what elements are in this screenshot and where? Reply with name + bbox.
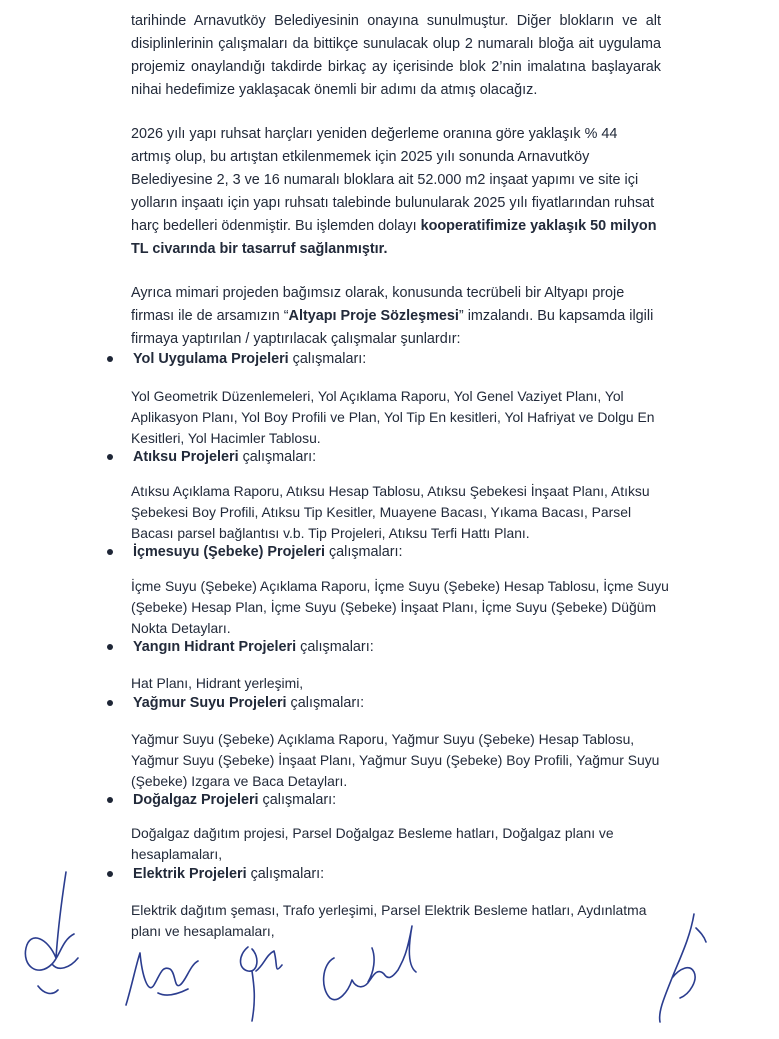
item-title: Yol Uygulama Projeleri — [133, 351, 289, 367]
signature-1 — [18, 868, 93, 1008]
bullet-icon — [107, 356, 113, 362]
list-item-body: Yol Geometrik Düzenlemeleri, Yol Açıklama Raporu, Yol Genel Vaziyet Planı, Yol Aplikasyon Planı, Yol Boy Profili ve Plan, Yol Tip En kesitleri, Yol Hafriyat ve Dolgu En Kesitleri, Yol Hacimler Tablosu. — [131, 388, 655, 446]
item-suffix: çalışmaları: — [238, 449, 317, 465]
bullet-icon — [107, 549, 113, 555]
signature-2 — [118, 945, 208, 1020]
item-suffix: çalışmaları: — [246, 866, 325, 882]
signature-5 — [650, 908, 710, 1028]
infra-text-after: ” imzalandı. Bu kapsamda ilgili firmaya yaptırılan / yaptırılacak çalışmalar şunlardır: — [131, 308, 654, 347]
infra-bold: Altyapı Proje Sözleşmesi — [288, 308, 459, 324]
bullet-icon — [107, 871, 113, 877]
item-title: Yağmur Suyu Projeleri — [133, 695, 287, 711]
infra-paragraph — [131, 282, 661, 351]
fees-text: 2026 yılı yapı ruhsat harçları yeniden değerleme oranına göre yaklaşık % 44 artmış olup, bu artıştan etkilenmemek için 2025 yılı sonunda Arnavutköy Belediyesine 2, 3 ve 16 numaralı bloklara ait 52.000 m2 inşaat yapımı ve site içi yolların inşaatı için yapı ruhsatı talebinde bulunularak 2025 yılı fiyatlarından ruhsat harç bedelleri ödenmiştir. Bu işlemden dolayı — [131, 126, 655, 234]
item-suffix: çalışmaları: — [288, 351, 367, 367]
signature-4 — [312, 918, 427, 1013]
bullet-icon — [107, 700, 113, 706]
item-suffix: çalışmaları: — [286, 695, 365, 711]
fees-paragraph — [131, 123, 661, 261]
item-suffix: çalışmaları: — [296, 639, 374, 655]
signature-3 — [230, 935, 290, 1030]
bullet-icon — [107, 454, 113, 460]
bullet-icon — [107, 644, 113, 650]
item-title: Doğalgaz Projeleri — [133, 792, 259, 808]
list-item-body: İçme Suyu (Şebeke) Açıklama Raporu, İçme Suyu (Şebeke) Hesap Tablosu, İçme Suyu (Şebeke) Hesap Plan, İçme Suyu (Şebeke) İnşaat Planı, İçme Suyu (Şebeke) Düğüm Nokta Detayları. — [131, 578, 669, 636]
infra-text-before: Ayrıca mimari projeden bağımsız olarak, konusunda tecrübeli bir Altyapı proje firması ile de arsamızın “ — [131, 285, 625, 324]
list-item-body: Yağmur Suyu (Şebeke) Açıklama Raporu, Yağmur Suyu (Şebeke) Hesap Tablosu, Yağmur Suyu (Şebeke) İnşaat Planı, Yağmur Suyu (Şebeke) Boy Profili, Yağmur Suyu (Şebeke) Izgara ve Baca Detayları. — [131, 731, 660, 789]
bullet-icon — [107, 797, 113, 803]
item-title: Elektrik Projeleri — [133, 866, 247, 882]
item-suffix: çalışmaları: — [324, 544, 403, 560]
item-title: Yangın Hidrant Projeleri — [133, 639, 297, 655]
list-item-body: Elektrik dağıtım şeması, Trafo yerleşimi, Parsel Elektrik Besleme hatları, Aydınlatma planı ve hesaplamaları, — [131, 902, 647, 939]
list-item-body: Hat Planı, Hidrant yerleşimi, — [131, 675, 304, 691]
list-item-body: Doğalgaz dağıtım projesi, Parsel Doğalgaz Besleme hatları, Doğalgaz planı ve hesaplamaları, — [131, 825, 614, 862]
item-title: İçmesuyu (Şebeke) Projeleri — [133, 544, 325, 560]
list-item-body: Atıksu Açıklama Raporu, Atıksu Hesap Tablosu, Atıksu Şebekesi İnşaat Planı, Atıksu Şebekesi Boy Profili, Atıksu Tip Kesitler, Muayene Bacası, Yıkama Bacası, Parsel Bacası parsel bağlantısı v.b. Tip Projeleri, Atıksu Terfi Hattı Planı. — [131, 483, 650, 541]
fees-bold: kooperatifimize yaklaşık 50 milyon TL civarında bir tasarruf sağlanmıştır. — [131, 218, 657, 257]
item-suffix: çalışmaları: — [258, 792, 337, 808]
item-title: Atıksu Projeleri — [133, 449, 239, 465]
intro-paragraph: tarihinde Arnavutköy Belediyesinin onayına sunulmuştur. Diğer blokların ve alt disiplinlerinin çalışmaları da bittikçe sunulacak olup 2 numaralı bloğa ait uygulama projemiz onaylandığı takdirde birkaç ay içerisinde blok 2’nin imalatına başlayarak nihai hedefimize yaklaşacak önemli bir adımı da atmış olacağız. — [131, 13, 661, 98]
